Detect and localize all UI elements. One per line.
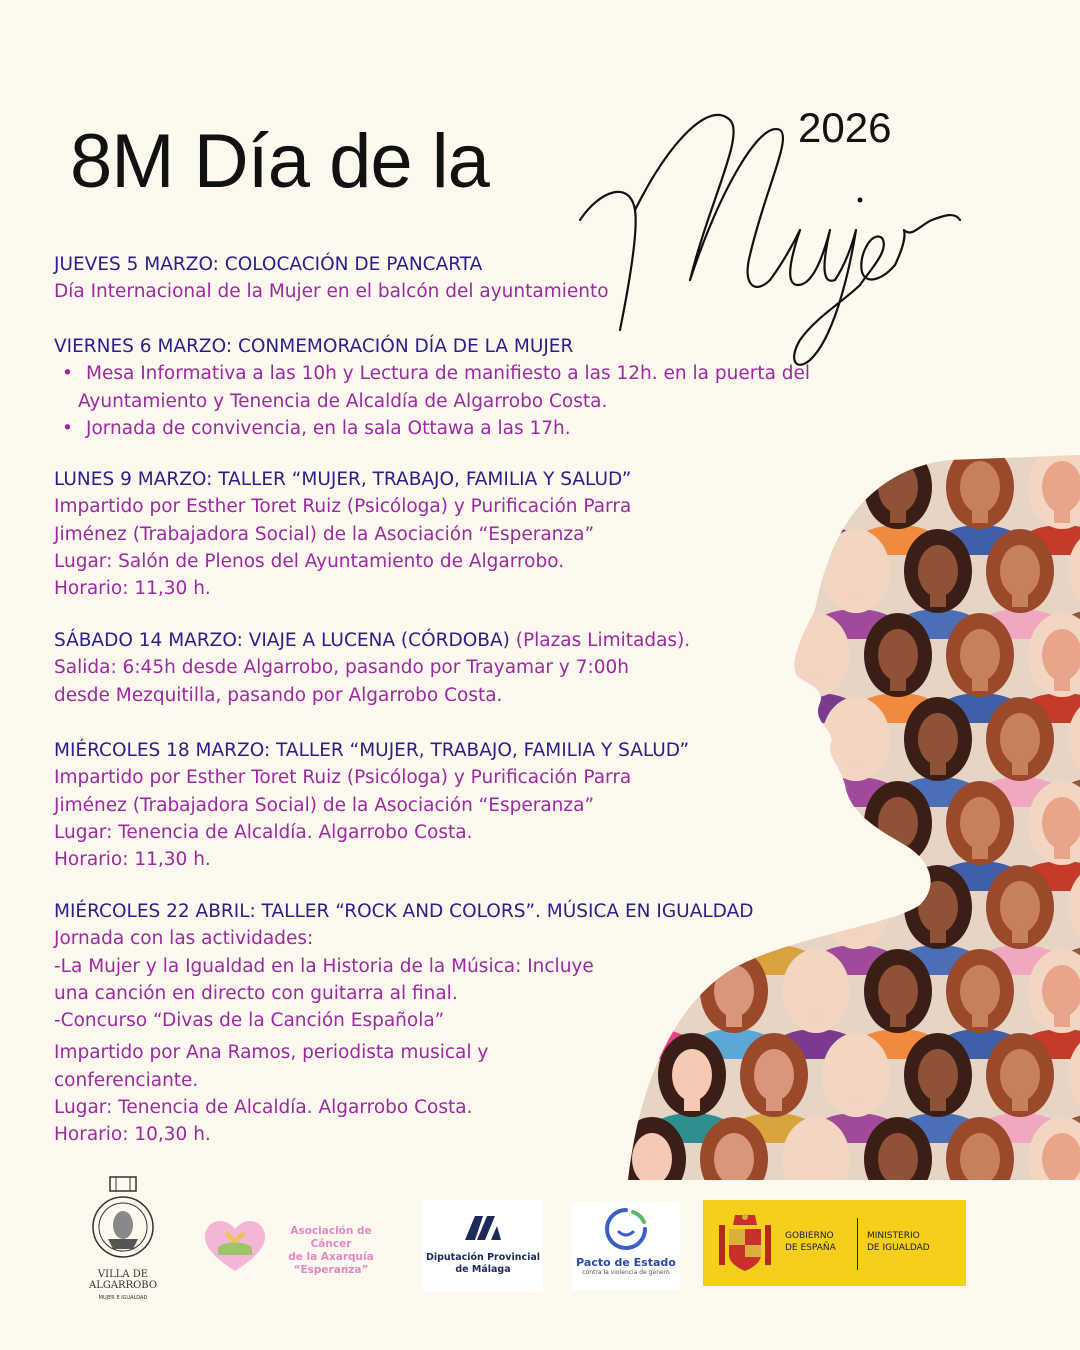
event-jueves-5 [54,251,609,306]
event-bullet: • Jornada de convivencia, en la sala Ottawa a las 17h. [54,415,810,442]
event-heading-extra: (Plazas Limitadas). [509,630,691,651]
crowd-woman-figure [642,697,742,807]
event-detail: una canción en directo con guitarra al final. [54,982,458,1004]
crowd-woman-figure [684,613,784,723]
crowd-woman-figure [620,613,702,723]
sponsor-logos [0,1170,1080,1300]
diputacion-line2: de Málaga [455,1264,511,1275]
crowd-woman-figure [620,455,702,555]
gobierno-left2: DE ESPAÑA [785,1243,836,1253]
event-detail: Impartido por Esther Toret Ruiz (Psicóloga) y Purificación Parra [54,496,632,518]
asociacion-line3: “Esperanza” [293,1264,369,1276]
crowd-woman-figure [642,529,742,639]
event-detail: desde Mezquitilla, pasando por Algarrobo Costa. [54,684,503,706]
event-lunes-9 [54,466,631,602]
event-heading: SÁBADO 14 MARZO: VIAJE A LUCENA (CÓRDOBA) [54,630,510,651]
woman-silhouette-illustration [620,455,1080,1180]
event-detail: Horario: 11,30 h. [54,849,211,871]
event-bullet: • Mesa Informativa a las 10h y Lectura de manifiesto a las 12h. en la puerta del [54,360,810,387]
pacto-line2: contra la violencia de género [582,1269,670,1276]
spain-coat-of-arms-icon [715,1211,775,1275]
event-detail: Horario: 11,30 h. [54,578,211,600]
event-detail: Día Internacional de la Mujer en el balcón del ayuntamiento [54,281,609,303]
event-detail: Impartido por Esther Toret Ruiz (Psicóloga) y Purificación Parra [54,767,632,789]
event-heading: MIÉRCOLES 22 ABRIL: TALLER “ROCK AND COLORS”. MÚSICA EN IGUALDAD [54,901,754,922]
diputacion-m-icon [463,1212,503,1242]
event-detail: Horario: 10,30 h. [54,1124,211,1146]
asociacion-line1: Asociación de Cáncer [290,1225,372,1250]
event-detail: Impartido por Ana Ramos, periodista musical y [54,1042,489,1064]
asociacion-esperanza-logo [200,1215,400,1285]
gobierno-right1: MINISTERIO [867,1231,920,1241]
year-label: 2026 [798,104,892,151]
algarrobo-crest-icon [88,1175,158,1265]
asociacion-line2: de la Axarquía [288,1251,374,1263]
crowd-woman-figure [684,455,784,555]
event-detail: Lugar: Salón de Plenos del Ayuntamiento de Algarrobo. [54,550,565,572]
algarrobo-line1: VILLA DE [97,1269,149,1280]
crowd-woman-figure [724,697,824,807]
algarrobo-line3: MUJER E IGUALDAD [98,1295,148,1301]
event-detail: Jornada con las actividades: [54,928,314,950]
event-viernes-6 [54,333,810,442]
crowd-woman-figure [642,865,742,975]
event-detail: conferenciante. [54,1069,199,1091]
gobierno-espana-logo [703,1200,966,1286]
heart-icon [200,1215,270,1275]
event-detail: Jiménez (Trabajadora Social) de la Asociación “Esperanza” [54,523,595,545]
pacto-smile-icon [603,1206,649,1252]
event-detail: Lugar: Tenencia de Alcaldía. Algarrobo Costa. [54,821,473,843]
diputacion-malaga-logo [423,1200,543,1292]
pacto-estado-logo [572,1202,680,1290]
gobierno-left1: GOBIERNO [785,1231,834,1241]
gobierno-right2: DE IGUALDAD [867,1243,930,1253]
page-title: 8M Día de la [70,119,489,204]
algarrobo-logo [78,1175,168,1301]
diputacion-line1: Diputación Provincial [425,1252,541,1263]
event-bullet-continuation: Ayuntamiento y Tenencia de Alcaldía de Algarrobo Costa. [78,390,608,412]
pacto-line1: Pacto de Estado [576,1256,676,1269]
algarrobo-line2: ALGARROBO [88,1280,158,1291]
crowd-woman-figure [620,781,702,891]
event-miercoles-18 [54,737,689,873]
event-detail: Jiménez (Trabajadora Social) de la Asociación “Esperanza” [54,794,595,816]
event-detail: Salida: 6:45h desde Algarrobo, pasando por Trayamar y 7:00h [54,657,629,679]
event-heading: VIERNES 6 MARZO: CONMEMORACIÓN DÍA DE LA MUJER [54,336,574,357]
event-detail: -La Mujer y la Igualdad en la Historia de la Música: Incluye [54,955,594,977]
event-heading: JUEVES 5 MARZO: COLOCACIÓN DE PANCARTA [54,254,483,275]
crowd-woman-figure [684,781,784,891]
event-heading: LUNES 9 MARZO: TALLER “MUJER, TRABAJO, FAMILIA Y SALUD” [54,469,632,490]
event-detail: -Concurso “Divas de la Canción Española” [54,1010,445,1032]
event-heading: MIÉRCOLES 18 MARZO: TALLER “MUJER, TRABAJO, FAMILIA Y SALUD” [54,740,690,761]
gobierno-divider [857,1218,858,1270]
event-detail: Lugar: Tenencia de Alcaldía. Algarrobo Costa. [54,1097,473,1119]
event-sabado-14 [54,627,690,709]
